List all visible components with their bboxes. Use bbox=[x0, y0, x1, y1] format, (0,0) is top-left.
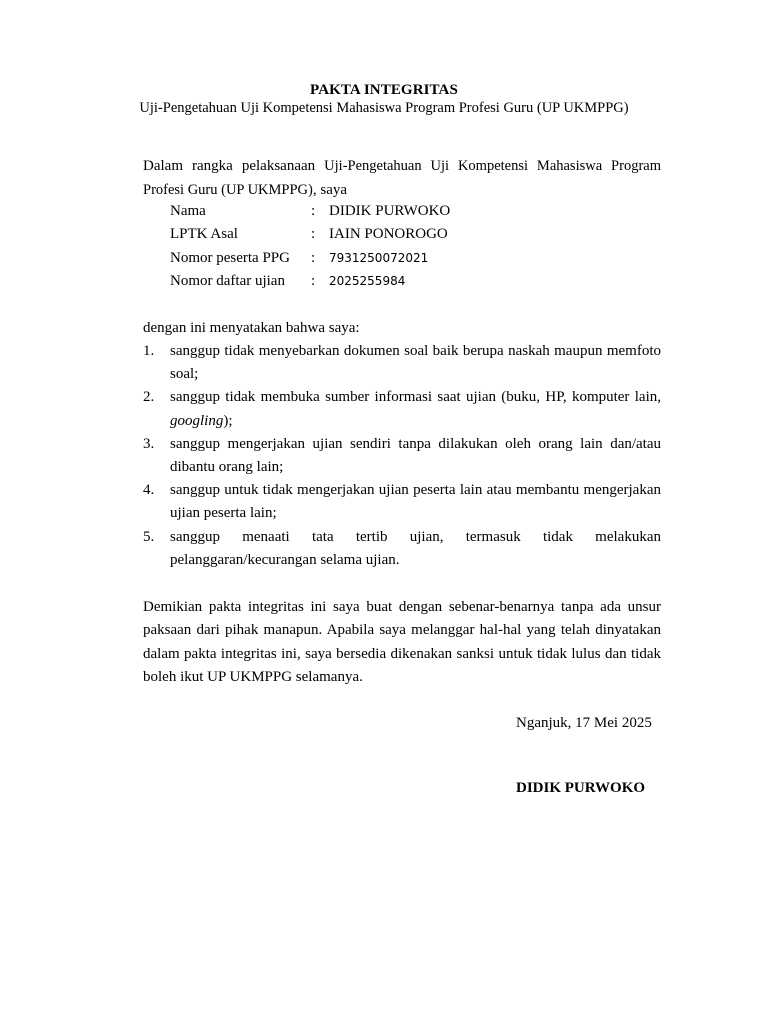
list-item-text-line1: sanggup menaati tata tertib ujian, termasuk tidak melakukan bbox=[170, 528, 661, 545]
list-item-italic-term: googling bbox=[170, 412, 224, 429]
list-item-number: 5. bbox=[143, 528, 155, 545]
list-item-text: sanggup mengerjakan ujian sendiri tanpa dilakukan oleh orang lain dan/atau dibantu orang lain; bbox=[170, 435, 661, 476]
field-colon: : bbox=[311, 203, 316, 219]
identity-fields bbox=[170, 200, 590, 293]
field-label: Nama bbox=[170, 203, 206, 219]
list-item-number: 2. bbox=[143, 389, 155, 406]
list-item bbox=[143, 340, 661, 386]
field-row-name bbox=[170, 200, 590, 223]
field-colon: : bbox=[311, 272, 316, 289]
field-row-participant-number bbox=[170, 247, 590, 270]
list-item-text-line2: pelanggaran/kecurangan selama ujian. bbox=[170, 551, 400, 568]
list-item bbox=[143, 526, 661, 572]
signatory-name: DIDIK PURWOKO bbox=[516, 780, 646, 796]
intro-exam-name: Uji-Pengetahuan Uji Kompetensi Mahasiswa Program Profesi Guru (UP UKMPPG) bbox=[143, 158, 661, 198]
commitment-list bbox=[143, 340, 661, 572]
field-value: 2025255984 bbox=[329, 273, 406, 288]
list-item-text: sanggup tidak menyebarkan dokumen soal baik berupa naskah maupun memfoto soal; bbox=[170, 343, 661, 383]
place-date: Nganjuk, 17 Mei 2025 bbox=[516, 715, 652, 731]
list-item-number: 3. bbox=[143, 435, 155, 452]
list-item-text-wrapper bbox=[170, 386, 661, 432]
intro-prefix: Dalam rangka pelaksanaan bbox=[143, 158, 325, 174]
field-colon: : bbox=[311, 249, 316, 266]
field-colon: : bbox=[311, 226, 316, 243]
list-item-number: 4. bbox=[143, 482, 155, 499]
closing-paragraph: Demikian pakta integritas ini saya buat dengan sebenar-benarnya tanpa ada unsur paksaan dari pihak manapun. Apabila saya melanggar hal-hal yang telah dinyatakan dalam pakta integritas ini, saya bersedia dikenakan sanksi untuk tidak lulus dan tidak boleh ikut UP UKMPPG selamanya. bbox=[143, 599, 661, 685]
list-item-text: sanggup tidak membuka sumber informasi saat ujian (buku, HP, komputer lain, bbox=[170, 389, 661, 406]
list-item-number: 1. bbox=[143, 343, 155, 359]
field-label: Nomor peserta PPG bbox=[170, 249, 290, 266]
intro-paragraph bbox=[143, 154, 661, 202]
field-row-lptk bbox=[170, 223, 590, 246]
list-item bbox=[143, 433, 661, 479]
intro-suffix: , saya bbox=[312, 182, 348, 198]
list-item-text: sanggup untuk tidak mengerjakan ujian peserta lain atau membantu mengerjakan ujian peserta lain; bbox=[170, 482, 661, 522]
statement-line: dengan ini menyatakan bahwa saya: bbox=[143, 320, 360, 336]
field-value: DIDIK PURWOKO bbox=[329, 203, 451, 219]
field-row-exam-number bbox=[170, 270, 590, 293]
document-title: PAKTA INTEGRITAS bbox=[310, 82, 458, 98]
list-item bbox=[143, 386, 661, 432]
field-value: 7931250072021 bbox=[329, 250, 429, 265]
field-value: IAIN PONOROGO bbox=[329, 226, 448, 243]
field-label: Nomor daftar ujian bbox=[170, 272, 285, 289]
list-item-text-end: ); bbox=[223, 412, 233, 429]
document-subtitle: Uji-Pengetahuan Uji Kompetensi Mahasiswa Program Profesi Guru (UP UKMPPG) bbox=[139, 100, 629, 116]
field-label: LPTK Asal bbox=[170, 226, 238, 243]
list-item bbox=[143, 479, 661, 525]
